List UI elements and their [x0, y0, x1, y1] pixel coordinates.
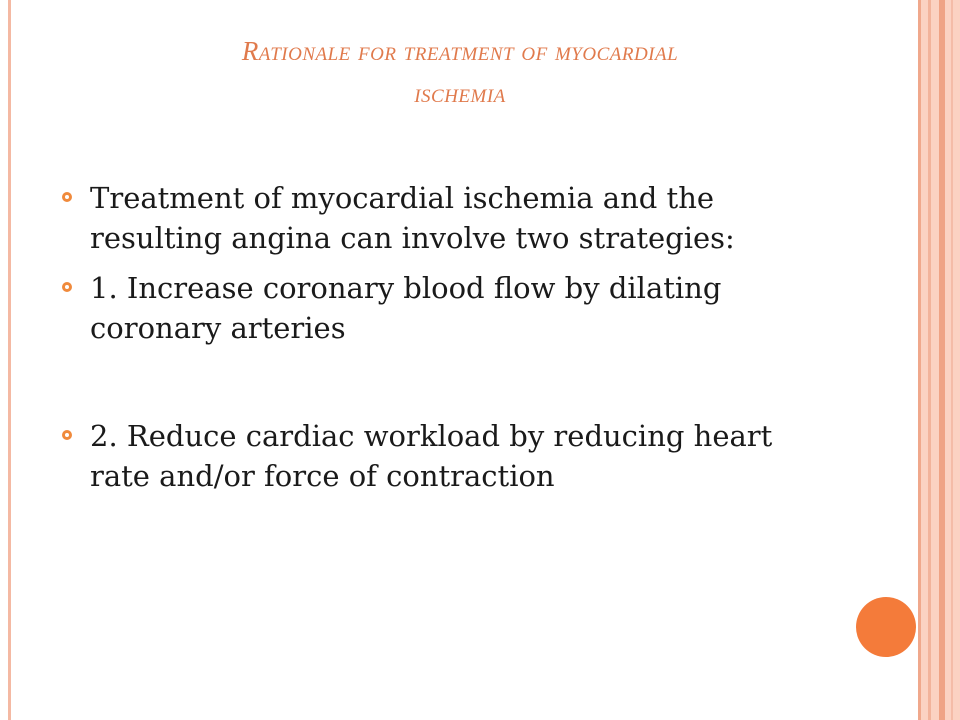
bullet-list [60, 178, 840, 496]
slide-title-line-2: ischemia [414, 78, 506, 108]
right-stripe [951, 0, 953, 720]
bullet-ring-icon [62, 430, 72, 440]
orange-circle-decoration [856, 597, 916, 657]
bullet-item [60, 178, 840, 258]
left-border-line [8, 0, 11, 720]
bullet-ring-icon [62, 192, 72, 202]
right-stripe [928, 0, 931, 720]
bullet-item [60, 416, 840, 496]
right-stripe [939, 0, 945, 720]
slide-title-line-1: Rationale for treatment of myocardial [241, 36, 679, 66]
bullet-ring-icon [62, 282, 72, 292]
bullet-text: Treatment of myocardial ischemia and the resulting angina can involve two strategies: [90, 181, 735, 255]
bullet-text: 1. Increase coronary blood flow by dilating coronary arteries [90, 271, 722, 345]
slide-title [90, 30, 830, 114]
bullet-item [60, 268, 840, 348]
right-stripe [918, 0, 921, 720]
bullet-text: 2. Reduce cardiac workload by reducing heart rate and/or force of contraction [90, 419, 773, 493]
